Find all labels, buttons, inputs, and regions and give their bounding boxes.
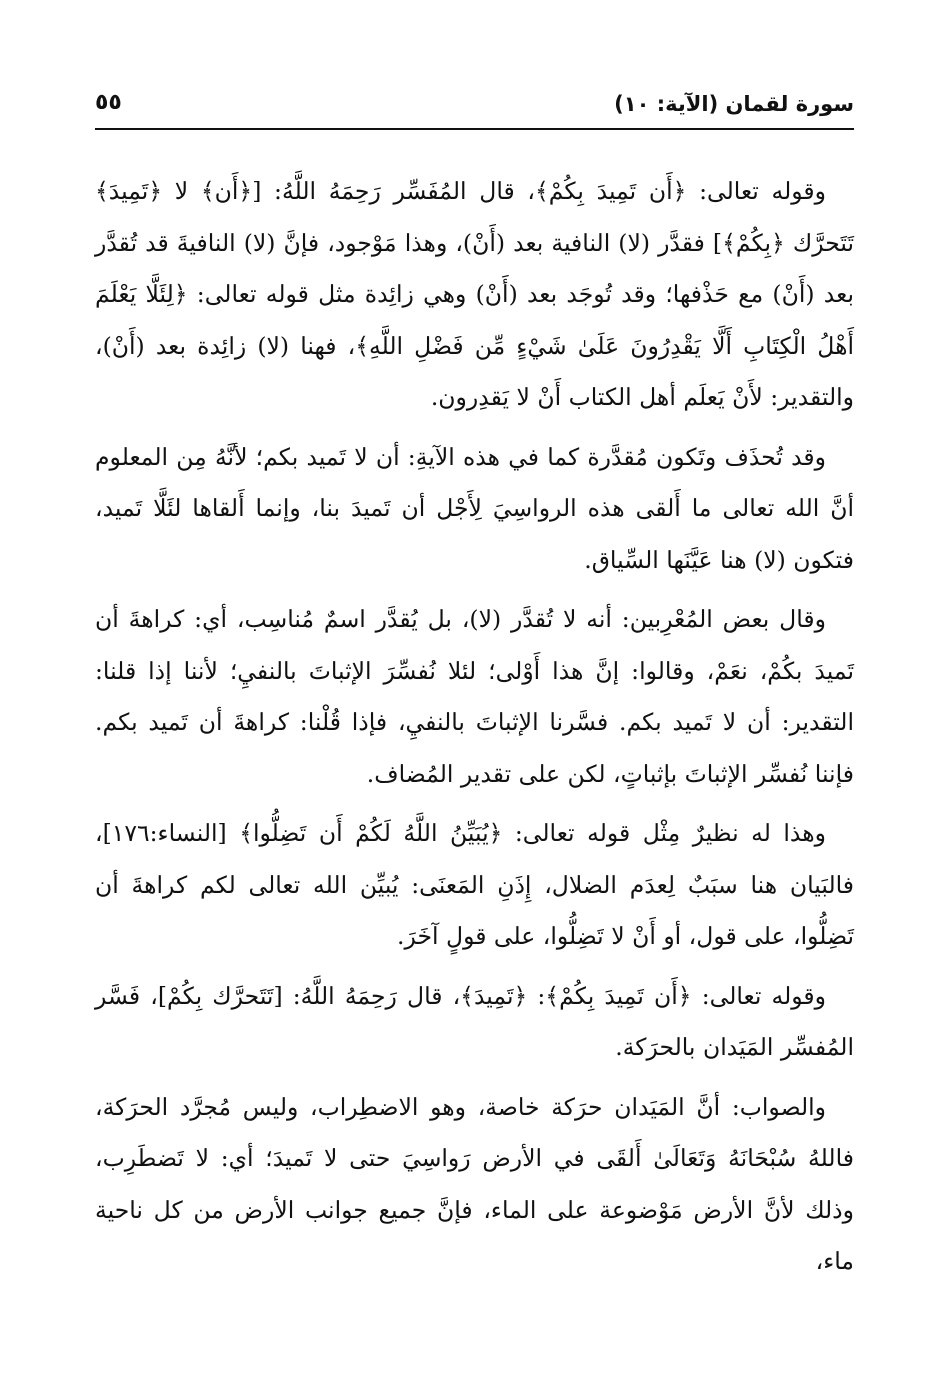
paragraph: والصواب: أنَّ المَيَدان حرَكة خاصة، وهو الاضطِراب، وليس مُجرَّد الحرَكة، فاللهُ سُبْحَانَهُ وَتَعَالَىٰ أَلقَى في الأرض رَواسِيَ حتى لا تَميدَ؛ أي: لا تَضطَرِب، وذلك لأنَّ الأرض مَوْضوعة على الماء، فإنَّ جميع جوانب الأرض من كل ناحية ماء،: [95, 1092, 854, 1275]
paragraph: وقوله تعالى: ﴿أَن تَمِيدَ بِكُمْ﴾، قال المُفَسِّر رَحِمَهُ اللَّهُ: [﴿أَن﴾ لا ﴿تَمِيدَ﴾ تَتَحرَّك ﴿بِكُمْ﴾] فقدَّر (لا) النافية بعد (أَنْ)، وهذا مَوْجود، فإنَّ (لا) النافيةَ قد تُقدَّر بعد (أَنْ) مع حَذْفها؛ وقد تُوجَد بعد (أَنْ) وهي زائِدة مثل قوله تعالى: ﴿لِئَلَّا يَعْلَمَ أَهْلُ الْكِتَابِ أَلَّا يَقْدِرُونَ عَلَىٰ شَيْءٍ مِّن فَضْلِ اللَّهِ﴾، فهنا (لا) زائِدة بعد (أَنْ)، والتقدير: لأَنْ يَعلَم أهل الكتاب أَنْ لا يَقدِرون.: [95, 177, 854, 411]
paragraph: وقد تُحذَف وتَكون مُقدَّرة كما في هذه الآيةِ: أن لا تَميد بكم؛ لأنَّهُ مِن المعلوم أنَّ الله تعالى ما أَلقى هذه الرواسِيَ لِأَجْل أن تَميدَ بنا، وإنما أَلقاها لئَلَّا تَميد، فتكون (لا) هنا عَيَّنَها السِّياق.: [95, 442, 854, 574]
page-header: [95, 88, 854, 130]
page-number: ٥٥: [95, 90, 122, 115]
paragraph: وهذا له نظيرٌ مِثْل قوله تعالى: ﴿يُبَيِّنُ اللَّهُ لَكُمْ أَن تَضِلُّوا﴾ [النساء:١٧٦]، فالبَيان هنا سبَبٌ لِعدَم الضلال، إِذَنِ المَعنَى: يُبيِّن الله تعالى لكم كراهةَ أن تَضِلُّوا، على قول، أو أَنْ لا تَضِلُّوا، على قولٍ آخَرَ.: [95, 819, 854, 950]
paragraph: وقال بعض المُعْرِبين: أنه لا تُقدَّر (لا)، بل يُقدَّر اسمٌ مُناسِب، أي: كراهةَ أن تَميدَ بكُمْ، نعَمْ، وقالوا: إنَّ هذا أَوْلى؛ لئلا نُفسِّرَ الإثباتَ بالنفيِ؛ لأننا إذا قلنا: التقدير: أن لا تَميد بكم. فسَّرنا الإثباتَ بالنفيِ، فإذا قُلْنا: كراهةَ أن تَميد بكم. فإننا نُفسِّر الإثباتَ بإثباتٍ، لكن على تقدير المُضاف.: [95, 605, 854, 788]
paragraph: وقوله تعالى: ﴿أَن تَمِيدَ بِكُمْ﴾: ﴿تَمِيدَ﴾، قال رَحِمَهُ اللَّهُ: [تَتَحرَّك بِكُمْ]، فَسَّر المُفسِّر المَيَدان بالحرَكة.: [95, 981, 854, 1061]
body-text: [95, 166, 854, 1296]
running-title: سورة لقمان (الآية: ١٠): [614, 92, 854, 116]
